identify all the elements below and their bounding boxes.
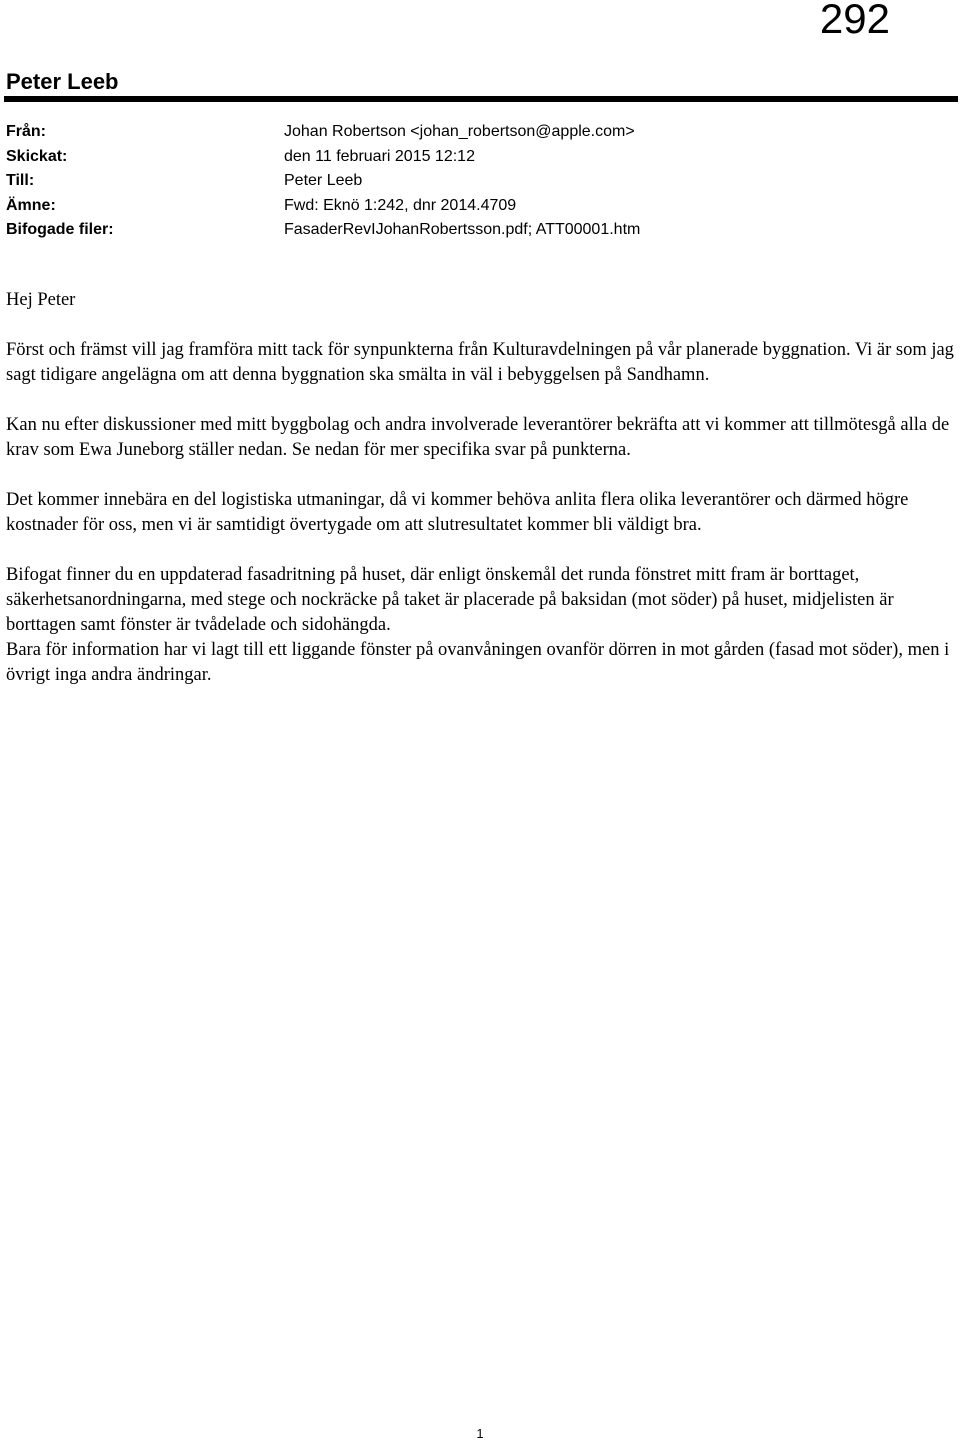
- body-paragraph: Bifogat finner du en uppdaterad fasadritning på huset, där enligt önskemål det runda fönstret mitt fram är borttaget, säkerhetsanordningarna, med stege och nockräcke på taket är placerade på baksidan (mot söder) på huset, midjelisten är borttagen samt fönster är tvådelade och sidohängda.: [6, 565, 894, 635]
- meta-row-attachments: [6, 218, 906, 243]
- meta-label-attachments: Bifogade filer:: [6, 221, 114, 238]
- meta-row-subject: [6, 194, 906, 219]
- meta-value-from: Johan Robertson <johan_robertson@apple.com>: [284, 123, 635, 140]
- greeting: Hej Peter: [6, 290, 76, 310]
- meta-value-to: Peter Leeb: [284, 172, 363, 189]
- body-paragraph: Först och främst vill jag framföra mitt tack för synpunkterna från Kulturavdelningen på vår planerade byggnation. Vi är som jag sagt tidigare angelägna om att denna byggnation ska smälta in väl i bebyggelsen på Sandhamn.: [6, 340, 954, 385]
- meta-label-from: Från:: [6, 123, 46, 140]
- meta-label-sent: Skickat:: [6, 147, 68, 165]
- meta-value-sent: den 11 februari 2015 12:12: [284, 147, 475, 165]
- email-body: [6, 288, 956, 688]
- page-number: 1: [476, 1426, 484, 1441]
- meta-value-subject: Fwd: Eknö 1:242, dnr 2014.4709: [284, 196, 517, 214]
- body-paragraph: Bara för information har vi lagt till ett liggande fönster på ovanvåningen ovanför dörren in mot gården (fasad mot söder), men i övrigt inga andra ändringar.: [6, 640, 950, 685]
- body-paragraph: Kan nu efter diskussioner med mitt byggbolag och andra involverade leverantörer bekräfta att vi kommer att tillmötesgå alla de krav som Ewa Juneborg ställer nedan. Se nedan för mer specifika svar på punkterna.: [6, 415, 950, 460]
- meta-row-sent: [6, 145, 906, 170]
- document-number: 292: [819, 0, 890, 42]
- meta-row-from: [6, 120, 906, 145]
- meta-label-subject: Ämne:: [6, 196, 56, 214]
- header-divider: [4, 96, 958, 102]
- meta-label-to: Till:: [6, 172, 35, 189]
- body-paragraph: Det kommer innebära en del logistiska utmaningar, då vi kommer behöva anlita flera olika leverantörer och därmed högre kostnader för oss, men vi är samtidigt övertygade om att slutresultatet kommer bli väldigt bra.: [6, 490, 909, 535]
- email-metadata: [6, 120, 906, 243]
- sender-name-heading: Peter Leeb: [6, 69, 119, 94]
- meta-row-to: [6, 169, 906, 194]
- meta-value-attachments: FasaderRevIJohanRobertsson.pdf; ATT00001.htm: [284, 221, 641, 238]
